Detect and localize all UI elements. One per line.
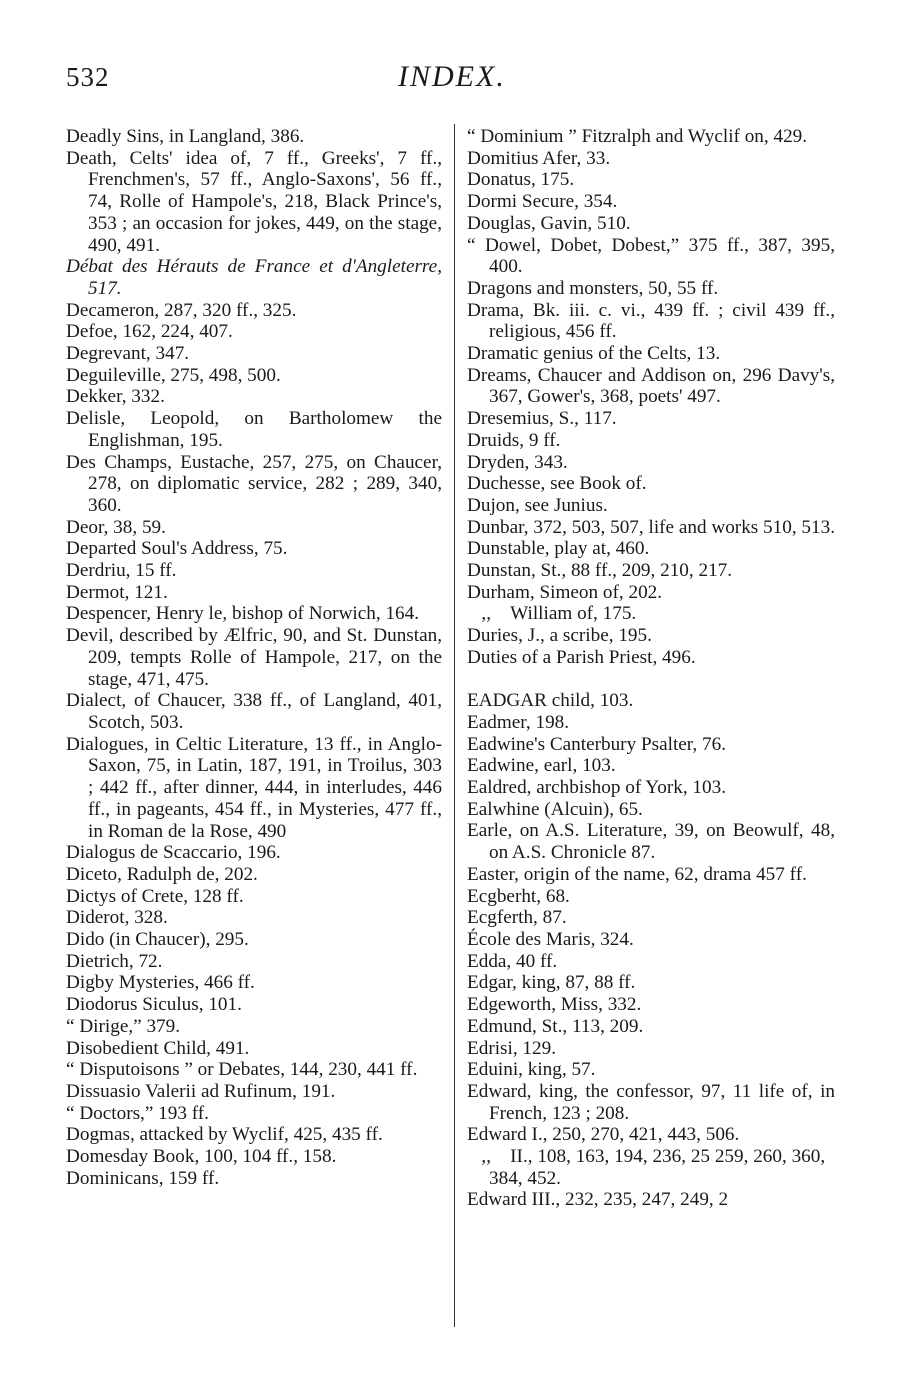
- page-number: 532: [66, 62, 110, 92]
- index-entry: Eadwine, earl, 103.: [467, 755, 616, 777]
- index-entry: Drama, Bk. iii. c. vi., 439 ff. ; civil 439 ff., religious, 456 ff.: [467, 299, 835, 343]
- index-entry: Ealdred, archbishop of York, 103.: [467, 777, 726, 799]
- index-entry: Ealwhine (Alcuin), 65.: [467, 798, 643, 820]
- index-entry: ,, William of, 175.: [467, 603, 637, 625]
- index-entry: Duries, J., a scribe, 195.: [467, 625, 652, 647]
- index-entry: Dido (in Chaucer), 295.: [66, 929, 249, 951]
- index-entry: Diderot, 328.: [66, 907, 168, 929]
- index-entry: Dormi Secure, 354.: [467, 191, 618, 213]
- index-entry: Eadwine's Canterbury Psalter, 76.: [467, 733, 726, 755]
- index-entry: Easter, origin of the name, 62, drama 457 ff.: [467, 863, 807, 885]
- index-entry: Ecgberht, 68.: [467, 885, 570, 907]
- index-entry: EADGAR child, 103.: [467, 690, 634, 712]
- index-entry: Edward I., 250, 270, 421, 443, 506.: [467, 1124, 740, 1146]
- index-entry: Devil, described by Ælfric, 90, and St. Dunstan, 209, tempts Rolle of Hampole, 217, on the stage, 471, 475.: [66, 625, 442, 690]
- index-entry: “ Dowel, Dobet, Dobest,” 375 ff., 387, 395, 400.: [467, 234, 835, 278]
- index-entry: “ Doctors,” 193 ff.: [66, 1102, 209, 1124]
- index-entry: Dekker, 332.: [66, 386, 165, 408]
- index-entry: Dialogues, in Celtic Literature, 13 ff., in Anglo-Saxon, 75, in Latin, 187, 191, in Troilus, 303 ; 442 ff., after dinner, 444, in interludes, 446 ff., in pageants, 454 ff., in Mysteries, 477 ff., in Roman de la Rose, 490: [66, 733, 442, 842]
- index-entry: Douglas, Gavin, 510.: [467, 212, 631, 234]
- index-entry: Edmund, St., 113, 209.: [467, 1015, 644, 1037]
- index-entry: Edgar, king, 87, 88 ff.: [467, 972, 636, 994]
- index-entry: Departed Soul's Address, 75.: [66, 538, 288, 560]
- index-entry: Dietrich, 72.: [66, 950, 163, 972]
- index-entry: Earle, on A.S. Literature, 39, on Beowulf, 48, on A.S. Chronicle 87.: [467, 820, 835, 864]
- index-entry: Dogmas, attacked by Wyclif, 425, 435 ff.: [66, 1124, 383, 1146]
- index-entry: Edda, 40 ff.: [467, 950, 558, 972]
- index-entry: Diceto, Radulph de, 202.: [66, 863, 258, 885]
- index-entry: Diodorus Siculus, 101.: [66, 994, 242, 1016]
- running-head: INDEX.: [398, 60, 506, 93]
- index-entry: Dryden, 343.: [467, 451, 568, 473]
- index-entry: Eadmer, 198.: [467, 711, 570, 733]
- index-entry: Digby Mysteries, 466 ff.: [66, 972, 255, 994]
- index-column-left: [66, 126, 442, 1189]
- index-entry: Decameron, 287, 320 ff., 325.: [66, 299, 297, 321]
- index-entry: Edward, king, the confessor, 97, 11 life of, in French, 123 ; 208.: [467, 1080, 835, 1124]
- section-gap: [467, 669, 835, 691]
- index-entry: Despencer, Henry le, bishop of Norwich, 164.: [66, 603, 420, 625]
- index-entry: Dissuasio Valerii ad Rufinum, 191.: [66, 1080, 336, 1102]
- index-entry: Edgeworth, Miss, 332.: [467, 994, 642, 1016]
- index-entry: Dramatic genius of the Celts, 13.: [467, 343, 721, 365]
- index-entry: Deor, 38, 59.: [66, 516, 166, 538]
- index-entry: Durham, Simeon of, 202.: [467, 581, 663, 603]
- index-entry: Defoe, 162, 224, 407.: [66, 321, 233, 343]
- index-entry: Dunstable, play at, 460.: [467, 538, 650, 560]
- index-entry: “ Dominium ” Fitzralph and Wyclif on, 429.: [467, 126, 808, 147]
- index-entry: Degrevant, 347.: [66, 343, 190, 365]
- index-entry: Death, Celts' idea of, 7 ff., Greeks', 7 ff., Frenchmen's, 57 ff., Anglo-Saxons', 56 ff., 74, Rolle of Hampole's, 218, Black Prince's, 353 ; an occasion for jokes, 449, on the stage, 490, 491.: [66, 147, 442, 256]
- index-entry: Duchesse, see Book of.: [467, 473, 647, 495]
- index-entry: Dialect, of Chaucer, 338 ff., of Langland, 401, Scotch, 503.: [66, 690, 442, 733]
- index-entry: Deguileville, 275, 498, 500.: [66, 364, 281, 386]
- index-entry: Dictys of Crete, 128 ff.: [66, 885, 244, 907]
- index-entry: Druids, 9 ff.: [467, 429, 561, 451]
- index-entry: Dujon, see Junius.: [467, 494, 608, 516]
- index-column-right: [467, 126, 835, 1211]
- index-entry: Duties of a Parish Priest, 496.: [467, 646, 696, 668]
- index-entry: Domitius Afer, 33.: [467, 147, 611, 169]
- index-entry: Dermot, 121.: [66, 581, 168, 603]
- index-entry: Dominicans, 159 ff.: [66, 1167, 220, 1189]
- index-entry: Donatus, 175.: [467, 169, 575, 191]
- index-entry: Edrisi, 129.: [467, 1037, 557, 1059]
- index-entry: Dresemius, S., 117.: [467, 408, 617, 430]
- index-entry: Ecgferth, 87.: [467, 907, 567, 929]
- index-entry: Dialogus de Scaccario, 196.: [66, 842, 281, 864]
- index-entry: “ Disputoisons ” or Debates, 144, 230, 441 ff.: [66, 1059, 418, 1081]
- index-entry: Disobedient Child, 491.: [66, 1037, 250, 1059]
- index-entry: Domesday Book, 100, 104 ff., 158.: [66, 1146, 337, 1168]
- index-entry: Delisle, Leopold, on Bartholomew the Englishman, 195.: [66, 408, 442, 451]
- index-entry: Edward III., 232, 235, 247, 249, 2: [467, 1189, 729, 1211]
- index-entry: ,, II., 108, 163, 194, 236, 25 259, 260, 360, 384, 452.: [467, 1146, 826, 1189]
- index-entry: Dunbar, 372, 503, 507, life and works 510, 513.: [467, 516, 835, 538]
- index-entry: Dunstan, St., 88 ff., 209, 210, 217.: [467, 560, 733, 582]
- index-entry: Débat des Hérauts de France et d'Angleterre, 517.: [66, 256, 442, 299]
- index-entry: École des Maris, 324.: [467, 929, 634, 950]
- index-entry: Dragons and monsters, 50, 55 ff.: [467, 277, 719, 299]
- column-divider: [454, 124, 455, 1327]
- index-entry: Deadly Sins, in Langland, 386.: [66, 126, 305, 147]
- index-entry: Eduini, king, 57.: [467, 1059, 596, 1081]
- index-entry: Des Champs, Eustache, 257, 275, on Chaucer, 278, on diplomatic service, 282 ; 289, 340, 360.: [66, 451, 442, 516]
- index-entry: Dreams, Chaucer and Addison on, 296 Davy's, 367, Gower's, 368, poets' 497.: [467, 364, 835, 408]
- index-entry: “ Dirige,” 379.: [66, 1015, 181, 1037]
- index-entry: Derdriu, 15 ff.: [66, 560, 177, 582]
